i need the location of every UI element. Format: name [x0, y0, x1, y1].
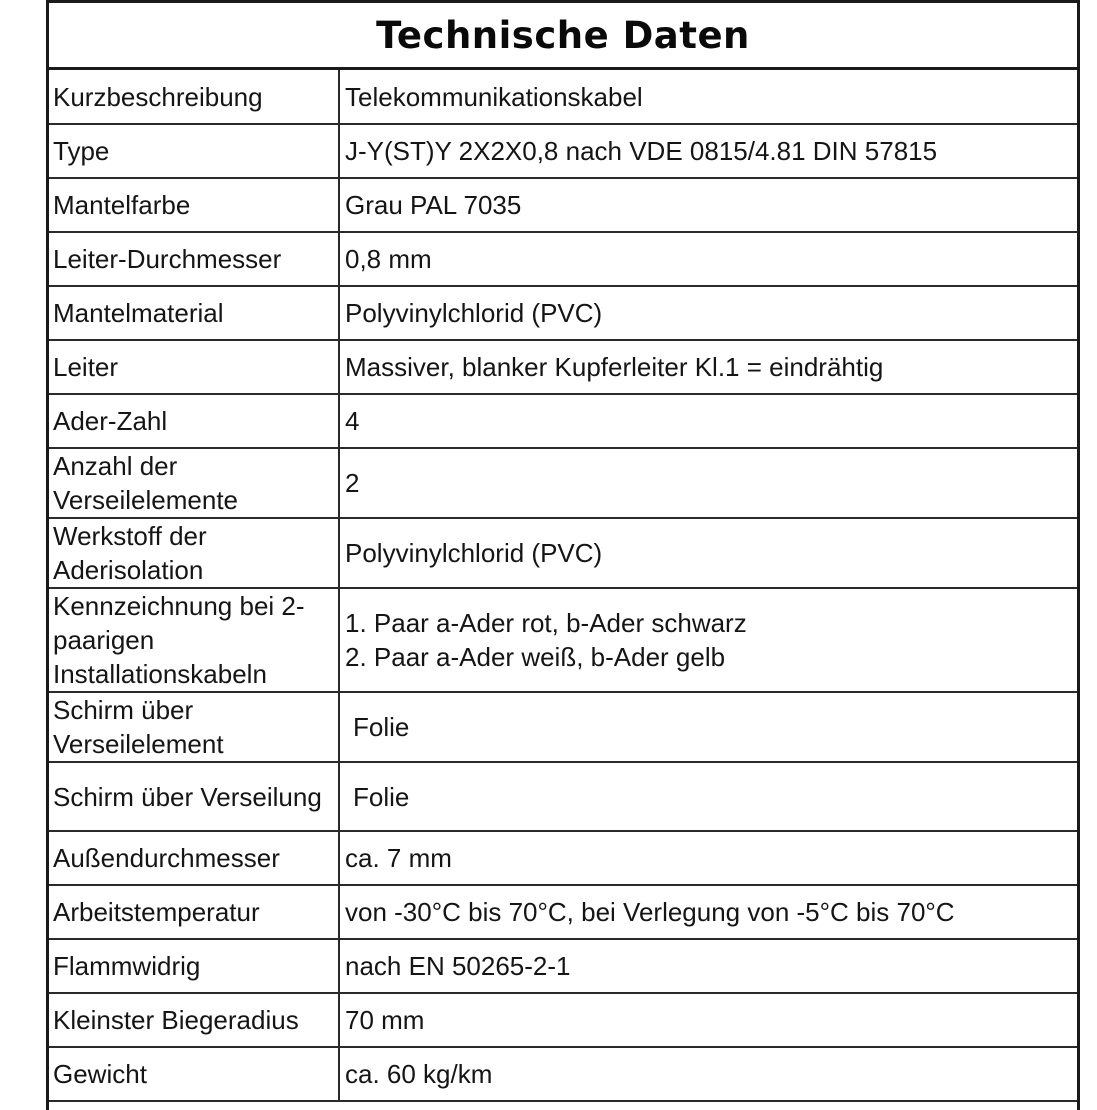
- row-value-text: Folie: [353, 781, 410, 812]
- row-label: Kurzbeschreibung: [49, 70, 339, 124]
- row-label: Ader-Zahl: [49, 394, 339, 448]
- spec-table: [49, 70, 1077, 1102]
- table-row: [49, 286, 1077, 340]
- row-value: Massiver, blanker Kupferleiter Kl.1 = eindrähtig: [339, 340, 1077, 394]
- table-row: [49, 70, 1077, 124]
- table-row: [49, 448, 1077, 518]
- value-line: 1. Paar a-Ader rot, b-Ader schwarz: [345, 608, 747, 638]
- row-value: 0,8 mm: [339, 232, 1077, 286]
- row-value: 70 mm: [339, 993, 1077, 1047]
- row-value: Grau PAL 7035: [339, 178, 1077, 232]
- row-value: [339, 588, 1077, 692]
- row-label: Außendurchmesser: [49, 831, 339, 885]
- row-value: Polyvinylchlorid (PVC): [339, 286, 1077, 340]
- page-title: Technische Daten: [376, 13, 750, 57]
- row-label: Anzahl der Verseilelemente: [49, 448, 339, 518]
- table-row: [49, 762, 1077, 831]
- table-row: [49, 518, 1077, 588]
- row-value: 2: [339, 448, 1077, 518]
- row-value: 4: [339, 394, 1077, 448]
- row-label: Gewicht: [49, 1047, 339, 1101]
- spec-sheet: [46, 0, 1080, 1110]
- row-value: ca. 7 mm: [339, 831, 1077, 885]
- row-label: Type: [49, 124, 339, 178]
- row-label: Schirm über Verseilelement: [49, 692, 339, 762]
- row-value: [339, 692, 1077, 762]
- table-row: [49, 885, 1077, 939]
- row-label: Leiter: [49, 340, 339, 394]
- row-value: [339, 762, 1077, 831]
- table-row: [49, 939, 1077, 993]
- row-label: Flammwidrig: [49, 939, 339, 993]
- table-row: [49, 394, 1077, 448]
- row-label: Mantelmaterial: [49, 286, 339, 340]
- row-value: Polyvinylchlorid (PVC): [339, 518, 1077, 588]
- table-row: [49, 588, 1077, 692]
- table-row: [49, 178, 1077, 232]
- row-label: Arbeitstemperatur: [49, 885, 339, 939]
- table-row: [49, 692, 1077, 762]
- table-row: [49, 124, 1077, 178]
- value-line: 2. Paar a-Ader weiß, b-Ader gelb: [345, 642, 726, 672]
- title-row: [49, 3, 1077, 70]
- table-row: [49, 340, 1077, 394]
- row-value: ca. 60 kg/km: [339, 1047, 1077, 1101]
- table-row: [49, 831, 1077, 885]
- table-row: [49, 232, 1077, 286]
- row-value: nach EN 50265-2-1: [339, 939, 1077, 993]
- row-value: von -30°C bis 70°C, bei Verlegung von -5°C bis 70°C: [339, 885, 1077, 939]
- row-label: Kleinster Biegeradius: [49, 993, 339, 1047]
- row-label: Schirm über Verseilung: [49, 762, 339, 831]
- row-value: Telekommunikationskabel: [339, 70, 1077, 124]
- row-value-text: Folie: [353, 712, 410, 742]
- table-row: [49, 993, 1077, 1047]
- table-row: [49, 1047, 1077, 1101]
- row-label: Leiter-Durchmesser: [49, 232, 339, 286]
- row-label: Kennzeichnung bei 2-paarigen Installationskabeln: [49, 588, 339, 692]
- row-value: J-Y(ST)Y 2X2X0,8 nach VDE 0815/4.81 DIN 57815: [339, 124, 1077, 178]
- row-label: Mantelfarbe: [49, 178, 339, 232]
- row-label: Werkstoff der Aderisolation: [49, 518, 339, 588]
